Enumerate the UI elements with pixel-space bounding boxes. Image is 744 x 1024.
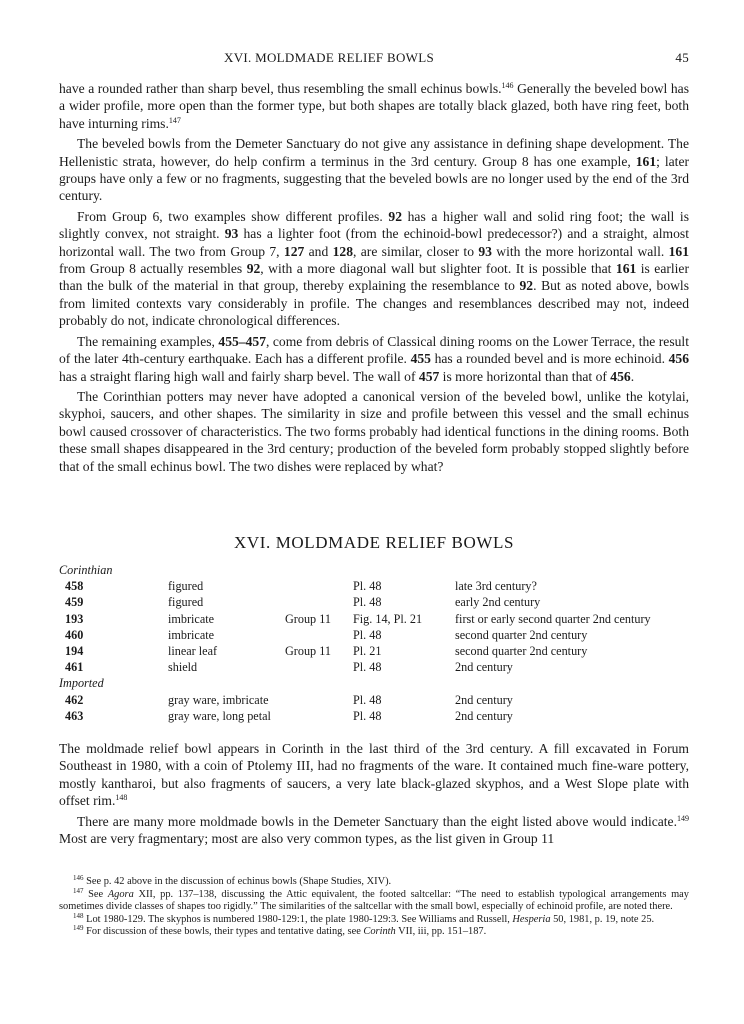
catalog-row	[59, 611, 689, 627]
footnote-ref-148[interactable]: 148	[115, 793, 128, 803]
catalog-number[interactable]: 460	[65, 627, 84, 642]
catalog-number[interactable]: 461	[65, 660, 84, 675]
footnote-147: $^{147}$ See Agora XII, pp. 137–138, discussing the Attic equivalent, the footed saltcellar: “The need to establish typological arrangements may sometimes divide classes of shapes too rigidly.” The similarities of the saltcellar with the small bowl, especially of echinoid profile, are noted there.	[59, 886, 689, 913]
catalog-number[interactable]: 193	[65, 611, 84, 626]
catalog-group: Group 11	[285, 643, 331, 658]
catalog-plate[interactable]: Pl. 21	[353, 643, 382, 658]
footnote-149: $^{149}$ For discussion of these bowls, their types and tentative dating, see Corinth VII, iii, pp. 151–187.	[73, 924, 487, 938]
paragraph-6: The moldmade relief bowl appears in Corinth in the last third of the 3rd century. A fill excavated in Forum Southeast in 1980, with a coin of Ptolemy III, had no fragments of the ware. It contained much fine-ware pottery, mostly kantharoi, but also fragments of saucers, a very late black-glazed skyphos, and a West Slope plate with offset rim.$^{148}$	[59, 741, 689, 809]
paragraph-3: From Group 6, two examples show different profiles. 92 has a higher wall and solid ring foot; the wall is slightly convex, not straight. 93 has a lighter foot (from the echinoid-bowl predecessor?) and a straight, almost horizontal wall. The two from Group 7, 127 and 128, are similar, closer to 93 with the more horizontal wall. 161 from Group 8 actually resembles 92, with a more diagonal wall but slighter foot. It is possible that 161 is earlier than the bulk of the material in that group, thereby explaining the resemblance to 92. But as noted above, bowls from limited contexts vary considerably in profile. The changes and resemblances described may not, indeed probably do not, indicate chronological differences.	[59, 208, 689, 329]
footnote-146: $^{146}$ See p. 42 above in the discussion of echinus bowls (Shape Studies, XIV).	[73, 874, 392, 887]
catalog-number[interactable]: 459	[65, 595, 84, 610]
catalog-number[interactable]: 462	[65, 692, 84, 707]
catalog-type: gray ware, imbricate	[168, 692, 269, 707]
catalog-date: 2nd century	[455, 660, 513, 675]
catalog-type: linear leaf	[168, 643, 218, 658]
catalog-date: second quarter 2nd century	[455, 627, 588, 642]
footnote-148: $^{148}$ Lot 1980-129. The skyphos is numbered 1980-129:1, the plate 1980-129:3. See Williams and Russell, Hesperia 50, 1981, p. 19, note 25.	[73, 911, 655, 925]
catalog-row	[59, 643, 689, 659]
catalog-row	[59, 627, 689, 643]
catalog-plate[interactable]: Pl. 48	[353, 595, 382, 610]
catalog-type: gray ware, long petal	[168, 708, 271, 723]
catalog-list	[59, 562, 689, 724]
paragraph-7: There are many more moldmade bowls in the Demeter Sanctuary than the eight listed above would indicate.$^{149}$ Most are very fragmentary; most are also very common types, as the list given in Group 11	[59, 813, 689, 847]
catalog-row	[59, 594, 689, 610]
catalog-plate[interactable]: Pl. 48	[353, 660, 382, 675]
catalog-number[interactable]: 458	[65, 579, 84, 594]
paragraph-5: The Corinthian potters may never have adopted a canonical version of the beveled bowl, unlike the kotylai, skyphoi, saucers, and other shapes. The similarity in size and profile between this vessel and the small echinus bowl caused crossover of characteristics. The two forms probably had identical functions in the dining rooms. Both these small shapes disappeared in the 3rd century; production of the beveled form probably stopped slightly before that of the small echinus bowl. The two dishes were replaced by what?	[59, 388, 689, 474]
catalog-type: imbricate	[168, 611, 215, 626]
catalog-plate[interactable]: Pl. 48	[353, 627, 382, 642]
catalog-date: 2nd century	[455, 692, 513, 707]
running-title: XVI. MOLDMADE RELIEF BOWLS	[224, 50, 435, 65]
body-text-lower	[59, 740, 689, 850]
catalog-number[interactable]: 194	[65, 643, 84, 658]
catalog-row	[59, 578, 689, 594]
catalog-type: figured	[168, 595, 204, 610]
catalog-group-imported: Imported	[59, 676, 104, 691]
catalog-plate[interactable]: Pl. 48	[353, 708, 382, 723]
catalog-plate[interactable]: Pl. 48	[353, 579, 382, 594]
catalog-row	[59, 659, 689, 675]
catalog-row	[59, 692, 689, 708]
catalog-row	[59, 708, 689, 724]
catalog-date: second quarter 2nd century	[455, 643, 588, 658]
catalog-number[interactable]: 463	[65, 708, 84, 723]
catalog-group-corinthian: Corinthian	[59, 563, 113, 577]
catalog-date: late 3rd century?	[455, 579, 537, 594]
catalog-date: first or early second quarter 2nd century	[455, 611, 651, 626]
catalog-plate[interactable]: Fig. 14, Pl. 21	[353, 611, 423, 626]
footnotes	[59, 876, 689, 939]
footnote-ref-146[interactable]: 146	[501, 81, 514, 90]
page-number: 45	[675, 50, 689, 65]
catalog-date: early 2nd century	[455, 595, 541, 610]
paragraph-2: The beveled bowls from the Demeter Sanctuary do not give any assistance in defining shape development. The Hellenistic strata, however, do help confirm a terminus in the 3rd century. Group 8 has one example, 161; later groups have only a few or no fragments, suggesting that the beveled bowls are no longer used by the end of the 3rd century.	[59, 136, 689, 204]
catalog-group: Group 11	[285, 611, 331, 626]
catalog-type: figured	[168, 579, 204, 594]
body-text-upper	[59, 80, 689, 478]
paragraph-4: The remaining examples, 455–457, come from debris of Classical dining rooms on the Lower Terrace, the result of the later 4th-century earthquake. Each has a different profile. 455 has a rounded bevel and is more echinoid. 456 has a straight flaring high wall and fairly sharp bevel. The wall of 457 is more horizontal than that of 456.	[59, 333, 690, 384]
catalog-type: shield	[168, 660, 198, 675]
catalog-date: 2nd century	[455, 708, 513, 723]
footnote-ref-149[interactable]: 149	[677, 813, 689, 823]
catalog-plate[interactable]: Pl. 48	[353, 692, 382, 707]
catalog-type: imbricate	[168, 627, 215, 642]
paragraph-1: have a rounded rather than sharp bevel, thus resembling the small echinus bowls.$^{146}$ Generally the beveled bowl has a wider profile, more open than the former type, but both shapes are totally black glazed, both have ring feet, both have inturning rims.$^{147}$	[59, 81, 689, 131]
section-heading: XVI. MOLDMADE RELIEF BOWLS	[233, 533, 515, 552]
footnote-ref-147[interactable]: 147	[168, 115, 181, 125]
